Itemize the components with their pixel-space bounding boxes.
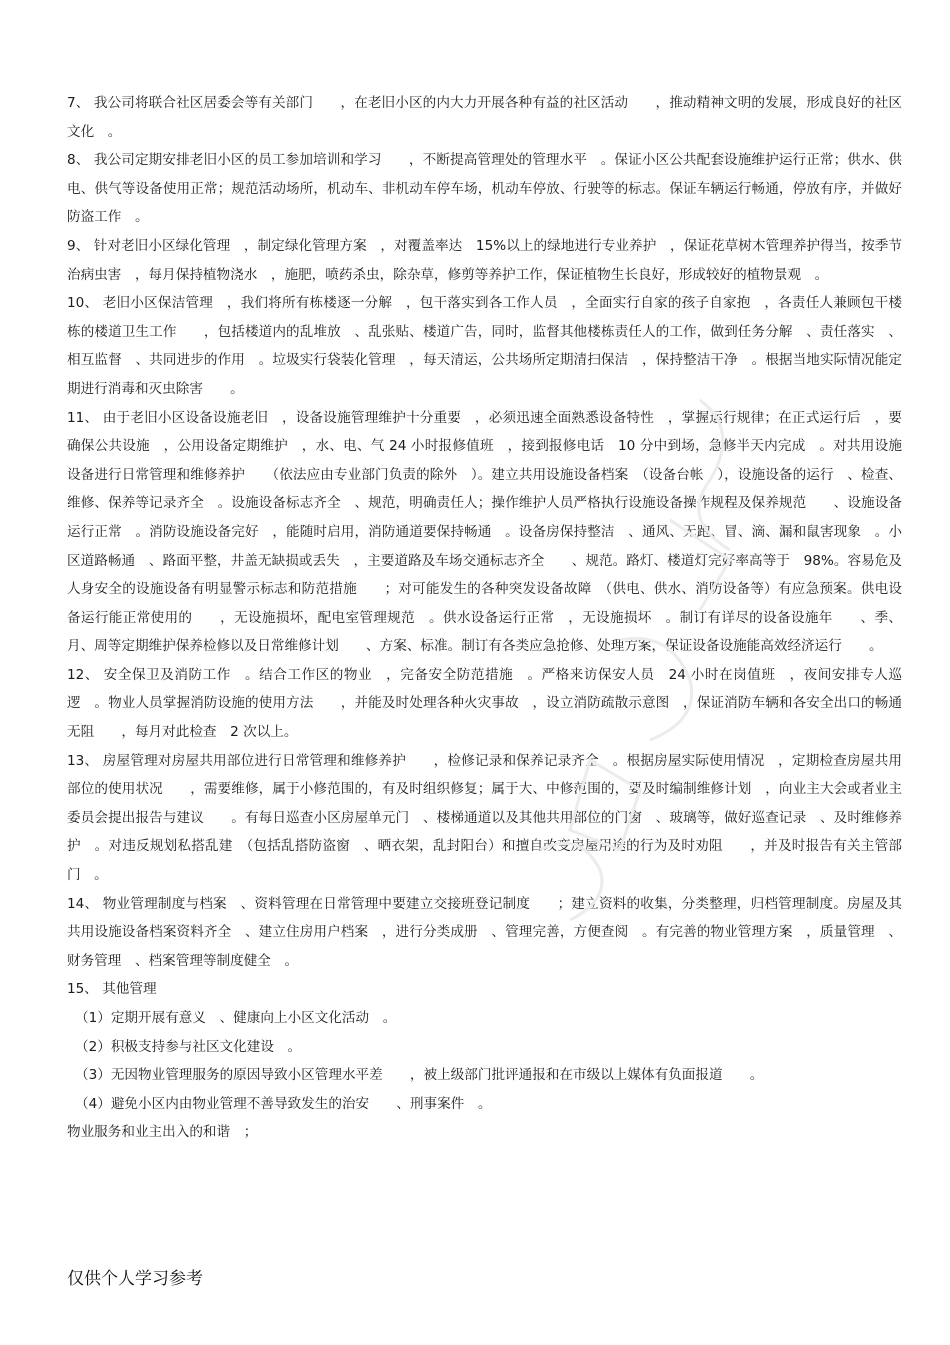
footer-note: 仅供个人学习参考: [67, 1269, 203, 1289]
paragraph-item-7: 7、 我公司将联合社区居委会等有关部门 ，在老旧小区的内大力开展各种有益的社区活动 ，推动精神文明的发展，形成良好的社区文化 。: [67, 95, 902, 140]
paragraph-item-10: 10、 老旧小区保洁管理 ，我们将所有栋楼逐一分解 ，包干落实到各工作人员 ，全面实行自家的孩子自家抱 ，各责任人兼顾包干楼栋的楼道卫生工作 ，包括楼道内的乱堆放 、乱张贴、楼道广告，同时，监督其他楼栋责任人的工作，做到任务分解 、责任落实 、相互监督 、共同进步的作用 。垃圾实行袋装化管理 ，每天清运，公共场所定期清扫保洁 ，保持整洁干净 。根据当地实际情况能定期进行消毒和灭虫除害 。: [67, 295, 902, 397]
sub-item-2: （2）积极支持参与社区文化建设 。: [75, 1038, 302, 1055]
tail-line: 物业服务和业主出入的和谐 ；: [67, 1124, 258, 1141]
paragraph-item-14: 14、 物业管理制度与档案 、资料管理在日常管理中要建立交接班登记制度 ；建立资料的收集，分类整理，归档管理制度。房屋及其共用设施设备档案资料齐全 、建立住房用户档案 ，进行分类成册 、管理完善，方便查阅 。有完善的物业管理方案 ，质量管理 、财务管理 、档案管理等制度健全 。: [67, 895, 902, 969]
paragraph-item-15-heading: 15、 其他管理: [67, 981, 157, 998]
paragraph-item-11: 11、 由于老旧小区设备设施老旧 ，设备设施管理维护十分重要 ，必须迅速全面熟悉设备特性 ，掌握运行规律；在正式运行后 ，要确保公共设施 ，公用设备定期维护 ，水、电、气 24 小时报修值班 ，接到报修电话 10 分中到场，急修半天内完成 。对共用设施设备进行日常管理和维修养护 （依法应由专业部门负责的除外 ）。建立共用设施设备档案 （设备台帐 ），设施设备的运行 、检查、维修、保养等记录齐全 。设施设备标志齐全 、规范，明确责任人；操作维护人员严格执行设施设备操作规程及保养规范 、设施设备运行正常 。消防设施设备完好 ，能随时启用，消防通道要保持畅通 。设备房保持整洁 、通风、无跑、冒、滴、漏和鼠害现象 。小区道路畅通 、路面平整，井盖无缺损或丢失 ，主要道路及车场交通标志齐全 、规范。路灯、楼道灯完好率高等于 98%。容易危及人身安全的设施设备有明显警示标志和防范措施 ；对可能发生的各种突发设备故障 （供电、供水、消防设备等）有应急预案。供电设备运行能正常使用的 ，无设施损坏，配电室管理规范 。供水设备运行正常 ，无设施损坏 。制订有详尽的设备设施年 、季、月、周等定期维护保养检修以及日常维修计划 、方案、标准。制订有各类应急抢修、处理方案，保证设备设施能高效经济运行 。: [67, 409, 902, 655]
sub-item-1: （1）定期开展有意义 、健康向上小区文化活动 。: [75, 1010, 397, 1026]
paragraph-item-13: 13、 房屋管理对房屋共用部位进行日常管理和维修养护 ，检修记录和保养记录齐全 。根据房屋实际使用情况 ，定期检查房屋共用部位的使用状况 ，需要维修，属于小修范围的，有及时组织修复；属于大、中修范围的，要及时编制维修计划 ，向业主大会或者业主委员会提出报告与建议 。有每日巡查小区房屋单元门 、楼梯通道以及其他共用部位的门窗 、玻璃等，做好巡查记录 、及时维修养护 。对违反规划私搭乱建 （包括乱搭防盗窗 、晒衣架，乱封阳台）和擅自改变房屋用途的行为及时劝阻 ，并及时报告有关主管部门 。: [67, 752, 902, 884]
paragraph-item-8: 8、 我公司定期安排老旧小区的员工参加培训和学习 ，不断提高管理处的管理水平 。保证小区公共配套设施维护运行正常；供水、供电、供气等设备使用正常；规范活动场所，机动车、非机动车停车场，机动车停放、行驶等的标志。保证车辆运行畅通，停放有序，并做好防盗工作 。: [67, 152, 902, 226]
paragraph-item-9: 9、 针对老旧小区绿化管理 ，制定绿化管理方案 ，对覆盖率达 15%以上的绿地进行专业养护 ，保证花草树木管理养护得当，按季节治病虫害 ，每月保持植物浇水 ，施肥，喷药杀虫，除杂草，修剪等养护工作，保证植物生长良好，形成较好的植物景观 。: [67, 237, 902, 283]
sub-item-4: （4）避免小区内由物业管理不善导致发生的治安 、刑事案件 。: [75, 1095, 492, 1112]
sub-item-3: （3）无因物业管理服务的原因导致小区管理水平差 ，被上级部门批评通报和在市级以上媒体有负面报道 。: [75, 1067, 764, 1084]
paragraph-item-12: 12、 安全保卫及消防工作 。结合工作区的物业 ，完备安全防范措施 。严格来访保安人员 24 小时在岗值班 ，夜间安排专人巡逻 。物业人员掌握消防设施的使用方法 ，并能及时处理各种火灾事故 ，设立消防疏散示意图 ，保证消防车辆和各安全出口的畅通无阻 ，每月对此检查 2 次以上。: [67, 666, 902, 741]
document-body: [67, 89, 902, 1147]
